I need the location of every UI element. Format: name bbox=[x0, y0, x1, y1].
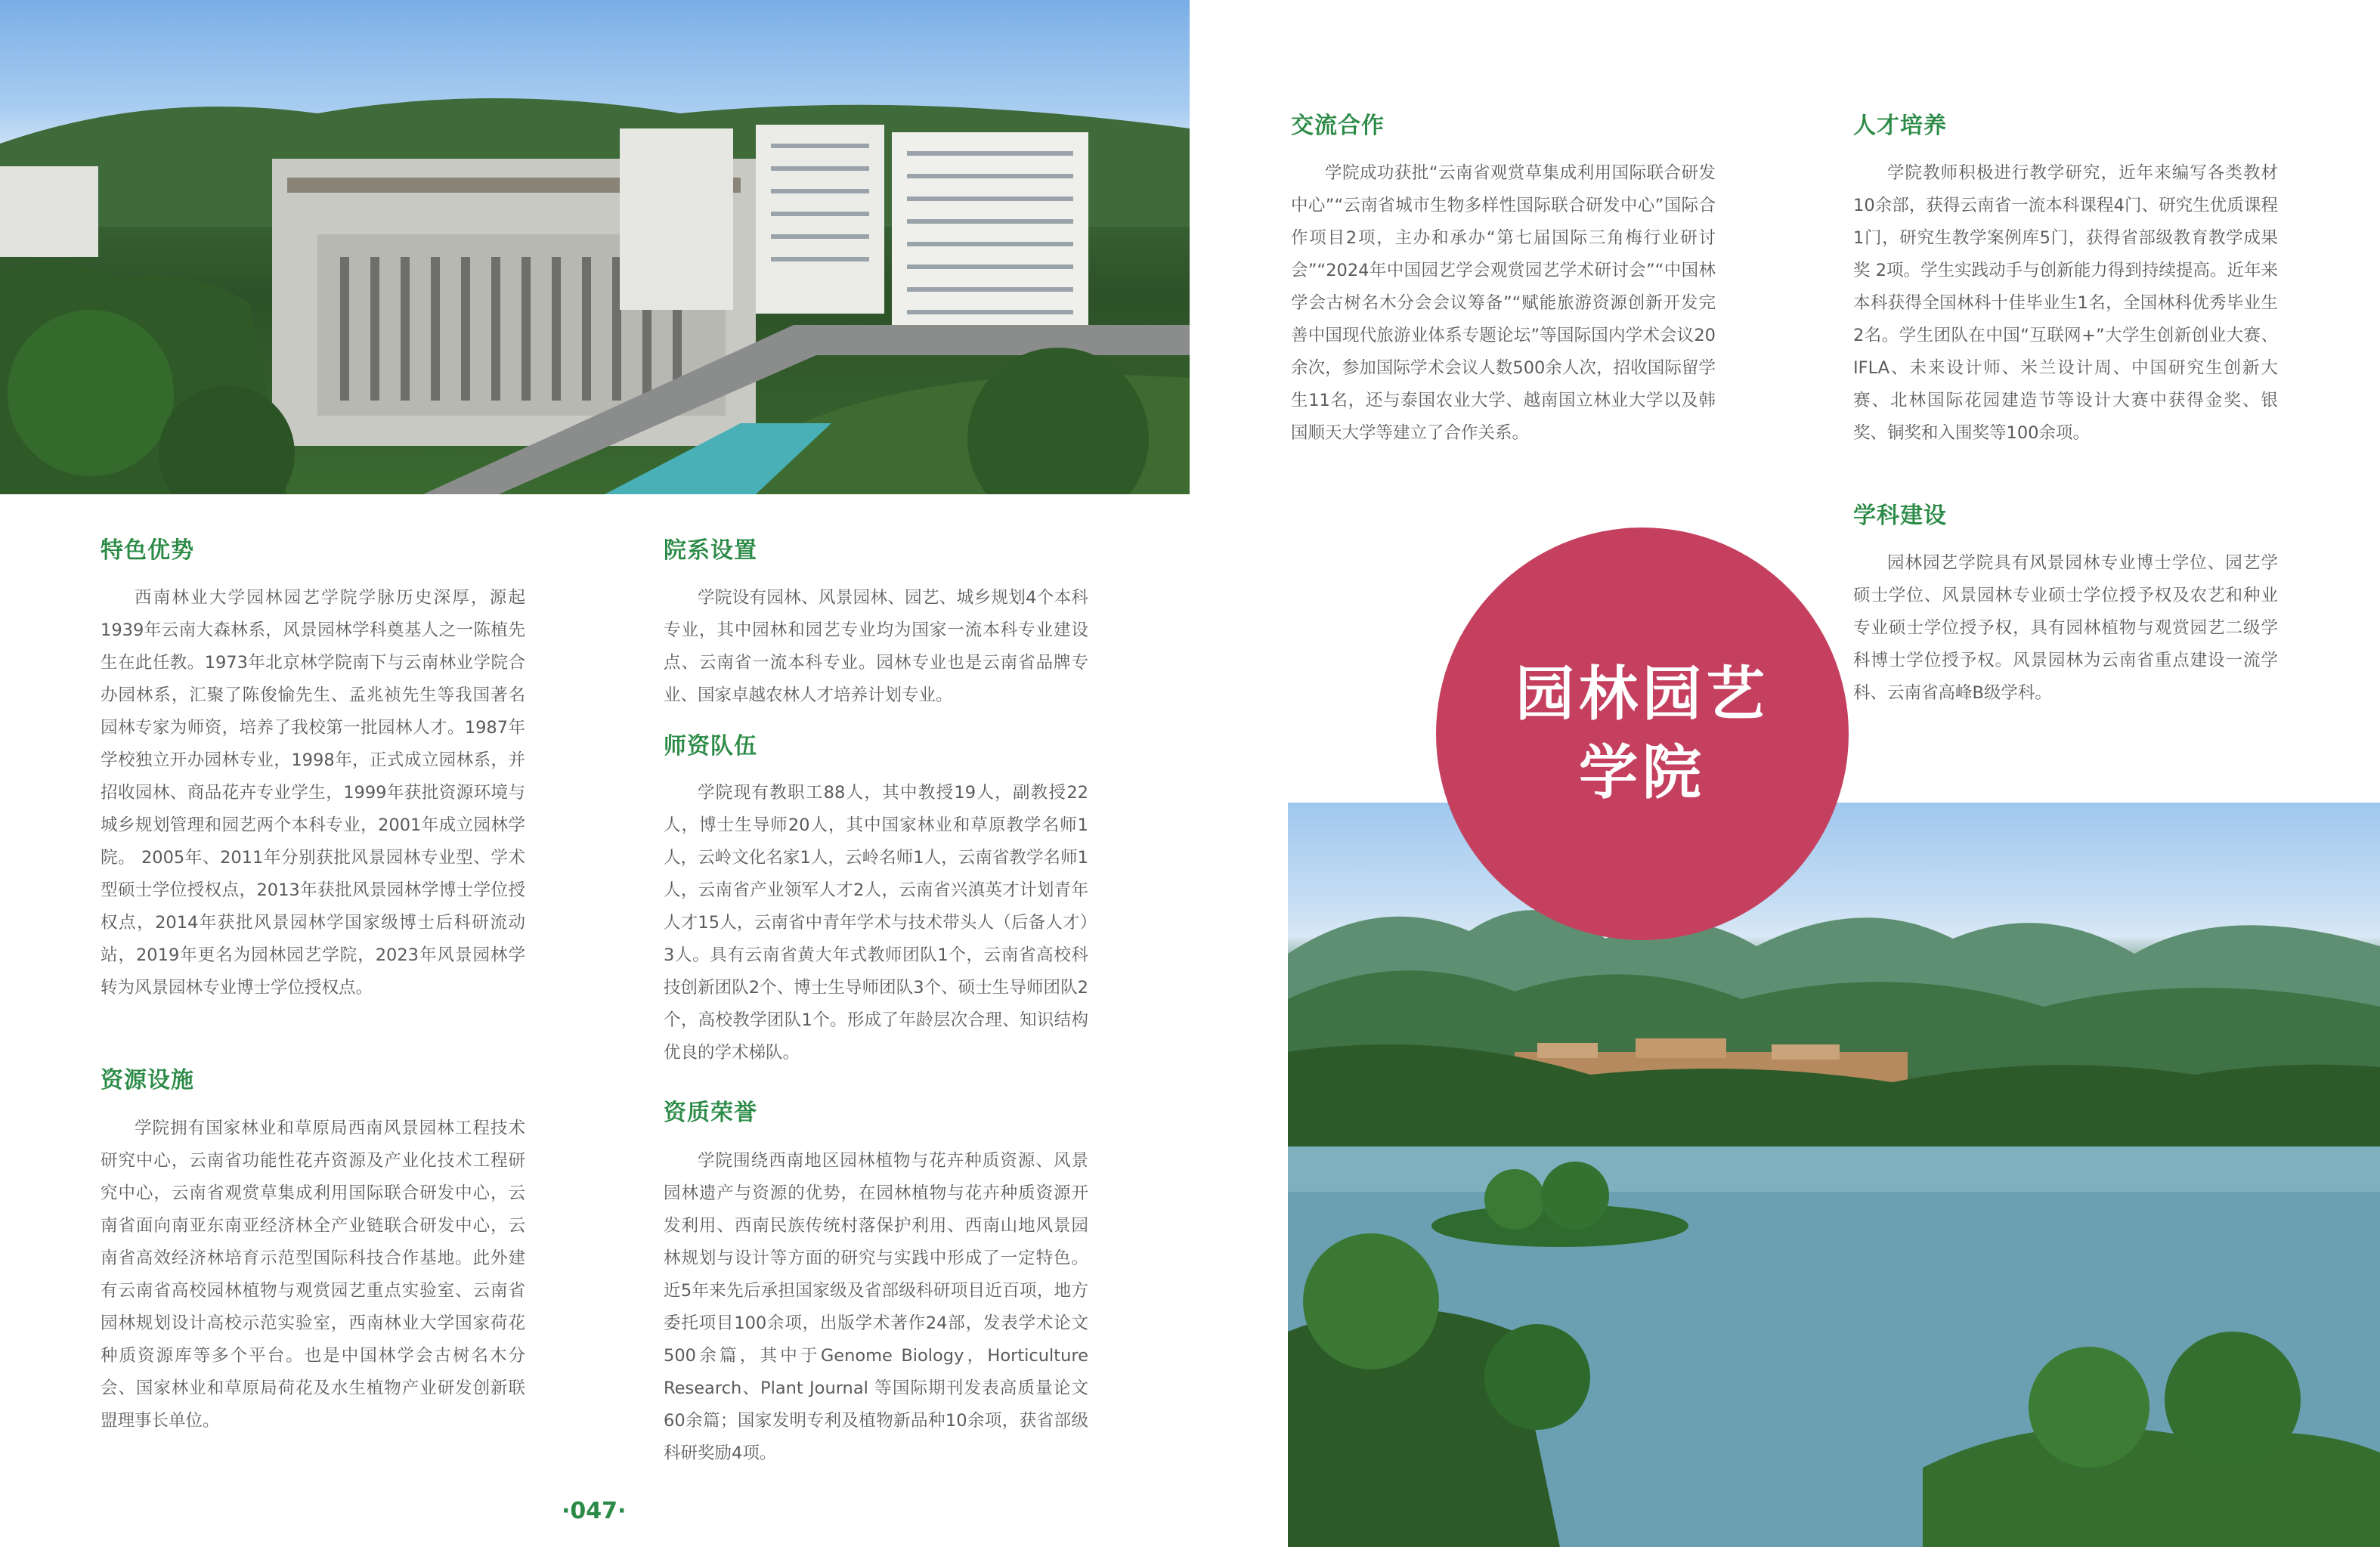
section-title-zizhi: 资质荣誉 bbox=[664, 1100, 757, 1126]
section-title-tese: 特色优势 bbox=[101, 537, 194, 564]
section-title-rencai: 人才培养 bbox=[1853, 113, 1947, 139]
section-title-ziyuan: 资源设施 bbox=[101, 1067, 194, 1094]
college-title-line1: 园林园艺 bbox=[1515, 661, 1769, 729]
section-text-yuanxi: 学院设有园林、风景园林、园艺、城乡规划4个本科专业，其中园林和园艺专业均为国家一流本科专业建设点、云南省一流本科专业。园林专业也是云南省品牌专业、国家卓越农林人才培养计划专业。 bbox=[664, 588, 1088, 705]
section-text-jiaoliu: 学院成功获批“云南省观赏草集成利用国际联合研发中心”“云南省城市生物多样性国际联合研发中心”国际合作项目2项，主办和承办“第七届国际三角梅行业研讨会”“2024年中国园艺学会观赏园艺学术研讨会”“中国林学会古树名木分会会议筹备”“赋能旅游资源创新开发完善中国现代旅游业体系专题论坛”等国际国内学术会议20余次，参加国际学术会议人数500余人次，招收国际留学生11名，还与泰国农业大学、越南国立林业大学以及韩国顺天大学等建立了合作关系。 bbox=[1291, 163, 1716, 443]
section-text-rencai: 学院教师积极进行教学研究，近年来编写各类教材10余部，获得云南省一流本科课程4门、研究生优质课程1门，研究生教学案例库5门，获得省部级教育教学成果奖 2项。学生实践动手与创新能力得到持续提高。近年来本科获得全国林科十佳毕业生1名，全国林科优秀毕业生2名。学生团队在中国“互联网+”大学生创新创业大赛、IFLA、未来设计师、米兰设计周、中国研究生创新大赛、北林国际花园建造节等设计大赛中获得金奖、银奖、铜奖和入围奖等100余项。 bbox=[1853, 163, 2278, 443]
section-title-shizi: 师资队伍 bbox=[664, 733, 757, 760]
section-text-tese: 西南林业大学园林园艺学院学脉历史深厚，源起1939年云南大森林系，风景园林学科奠基人之一陈植先生在此任教。1973年北京林学院南下与云南林业学院合办园林系，汇聚了陈俊愉先生、孟兆祯先生等我国著名园林专家为师资，培养了我校第一批园林人才。1987年学校独立开办园林专业，1998年，正式成立园林系，并招收园林、商品花卉专业学生，1999年获批资源环境与城乡规划管理和园艺两个本科专业，2001年成立园林学院。 2005年、2011年分别获批风景园林专业型、学术型硕士学位授权点，2013年获批风景园林学博士学位授权点，2014年获批风景园林学国家级博士后科研流动站，2019年更名为园林园艺学院，2023年风景园林学转为风景园林专业博士学位授权点。 bbox=[101, 588, 525, 998]
college-title-circle bbox=[1436, 528, 1849, 940]
campus-building-photo bbox=[0, 0, 1190, 494]
lake-landscape-photo bbox=[1288, 803, 2380, 1547]
section-title-jiaoliu: 交流合作 bbox=[1291, 113, 1385, 139]
section-text-ziyuan: 学院拥有国家林业和草原局西南风景园林工程技术研究中心，云南省功能性花卉资源及产业化技术工程研究中心，云南省观赏草集成利用国际联合研发中心，云南省面向南亚东南亚经济林全产业链联合研发中心，云南省高效经济林培育示范型国际科技合作基地。此外建有云南省高校园林植物与观赏园艺重点实验室、云南省园林规划设计高校示范实验室，西南林业大学国家荷花种质资源库等多个平台。也是中国林学会古树名木分会、国家林业和草原局荷花及水生植物产业研发创新联盟理事长单位。 bbox=[101, 1118, 525, 1431]
college-title-line2: 学院 bbox=[1578, 739, 1706, 807]
section-title-xueke: 学科建设 bbox=[1853, 503, 1947, 529]
page-number-left: ·047· bbox=[562, 1498, 627, 1524]
section-text-shizi: 学院现有教职工88人，其中教授19人，副教授22人，博士生导师20人，其中国家林业和草原教学名师1人，云岭文化名家1人，云岭名师1人，云南省教学名师1人，云南省产业领军人才2人，云南省兴滇英才计划青年人才15人，云南省中青年学术与技术带头人（后备人才）3人。具有云南省黄大年式教师团队1个，云南省高校科技创新团队2个、博士生导师团队3个、硕士生导师团队2个，高校教学团队1个。形成了年龄层次合理、知识结构优良的学术梯队。 bbox=[664, 783, 1088, 1063]
section-text-xueke: 园林园艺学院具有风景园林专业博士学位、园艺学硕士学位、风景园林专业硕士学位授予权及农艺和种业专业硕士学位授予权，具有园林植物与观赏园艺二级学科博士学位授予权。风景园林为云南省重点建设一流学科、云南省高峰B级学科。 bbox=[1853, 553, 2278, 703]
section-text-zizhi: 学院围绕西南地区园林植物与花卉种质资源、风景园林遗产与资源的优势，在园林植物与花卉种质资源开发利用、西南民族传统村落保护利用、西南山地风景园林规划与设计等方面的研究与实践中形成了一定特色。近5年来先后承担国家级及省部级科研项目近百项，地方委托项目100余项，出版学术著作24部，发表学术论文500余篇，其中于Genome Biology，Horticulture Research、Plant Journal 等国际期刊发表高质量论文60余篇；国家发明专利及植物新品种10余项，获省部级科研奖励4项。 bbox=[664, 1151, 1088, 1463]
section-title-yuanxi: 院系设置 bbox=[664, 537, 757, 564]
